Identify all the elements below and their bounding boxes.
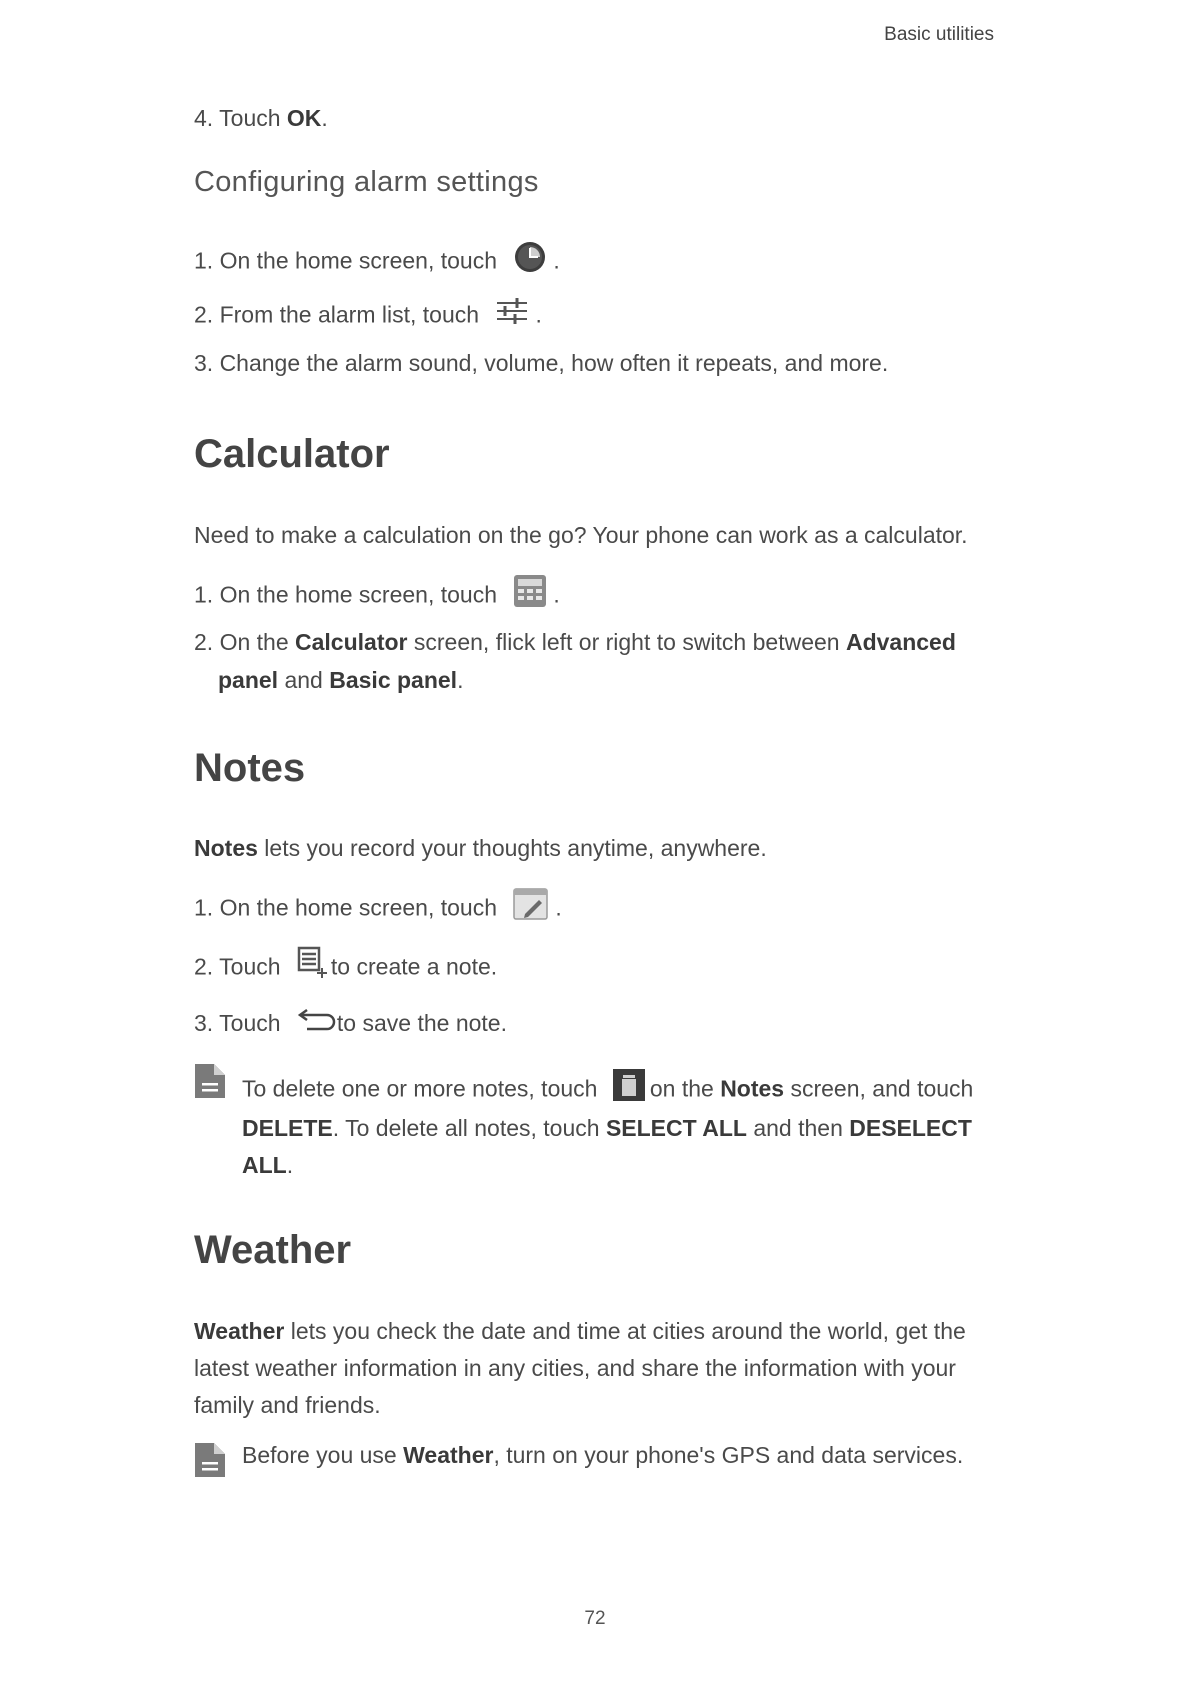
weather-note-document-icon (194, 1442, 226, 1483)
notes-tip-line-3: ALL. (242, 1152, 294, 1178)
calculator-step-1: 1. On the home screen, touch . (194, 574, 560, 619)
calculator-intro: Need to make a calculation on the go? Your phone can work as a calculator. (194, 522, 968, 548)
weather-intro-line-3: family and friends. (194, 1392, 381, 1418)
weather-intro-line-1: Weather lets you check the date and time at cities around the world, get the (194, 1318, 966, 1344)
notes-heading: Notes (194, 746, 306, 790)
calculator-app-icon (513, 574, 547, 619)
clock-app-icon (513, 240, 547, 285)
back-arrow-icon (297, 1006, 337, 1043)
alarm-step-4: 4. Touch OK. (194, 105, 328, 131)
alarm-settings-subheading: Configuring alarm settings (194, 166, 539, 198)
settings-sliders-icon (495, 296, 529, 337)
notes-intro: Notes lets you record your thoughts anytime, anywhere. (194, 835, 767, 861)
page-number: 72 (584, 1608, 606, 1629)
weather-tip: Before you use Weather, turn on your phone's GPS and data services. (242, 1442, 964, 1468)
notes-tip-line-2: DELETE. To delete all notes, touch SELECT ALL and then DESELECT (242, 1115, 972, 1141)
notes-tip-line-1: To delete one or more notes, touch on the Notes screen, and touch (242, 1068, 973, 1113)
alarm-settings-step-1: 1. On the home screen, touch . (194, 240, 560, 285)
calculator-heading: Calculator (194, 432, 390, 476)
alarm-settings-step-2: 2. From the alarm list, touch . (194, 296, 542, 337)
notes-app-icon (513, 887, 549, 932)
weather-heading: Weather (194, 1228, 352, 1272)
calculator-step-2-line-2: panel and Basic panel. (218, 667, 464, 693)
new-note-icon (297, 946, 329, 991)
alarm-settings-step-3: 3. Change the alarm sound, volume, how often it repeats, and more. (194, 350, 889, 376)
calculator-step-2-line-1: 2. On the Calculator screen, flick left or right to switch between Advanced (194, 629, 956, 655)
note-document-icon (194, 1063, 226, 1104)
running-header: Basic utilities (884, 24, 994, 45)
trash-icon (612, 1068, 646, 1113)
notes-step-1: 1. On the home screen, touch . (194, 887, 562, 932)
notes-step-3: 3. Touch to save the note. (194, 1005, 507, 1043)
notes-step-2: 2. Touch to create a note. (194, 946, 497, 991)
weather-intro-line-2: latest weather information in any cities, and share the information with your (194, 1355, 956, 1381)
